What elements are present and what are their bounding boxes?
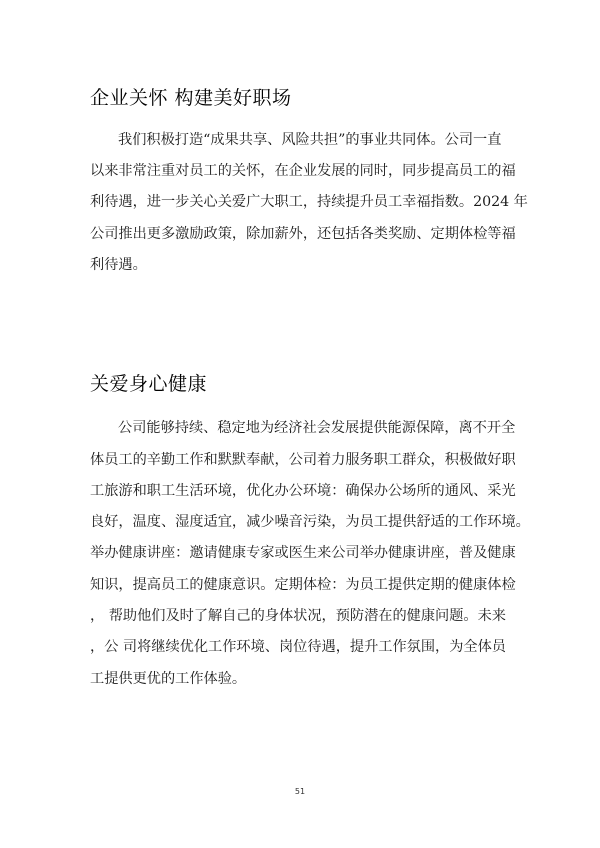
paragraph-line: 举办健康讲座：邀请健康专家或医生来公司举办健康讲座，普及健康 (90, 545, 516, 561)
section-heading-health: 关爱身心健康 (90, 373, 208, 395)
paragraph-line: 体员工的辛勤工作和默默奉献，公司着力服务职工群众，积极做好职 (90, 452, 516, 468)
section-heading-care: 企业关怀 构建美好职场 (90, 87, 292, 109)
paragraph-line: 公司推出更多激励政策，除加薪外，还包括各类奖励、定期体检等福 (90, 226, 516, 242)
paragraph-line: 利待遇，进一步关心关爱广大职工，持续提升员工幸福指数。2024 年 (90, 194, 528, 210)
paragraph-line: 以来非常注重对员工的关怀，在企业发展的同时，同步提高员工的福 (90, 163, 516, 179)
paragraph-line: 知识，提高员工的健康意识。定期体检：为员工提供定期的健康体检 (90, 577, 516, 593)
paragraph-line: ，公 司将继续优化工作环境、岗位待遇，提升工作氛围，为全体员 (90, 639, 506, 655)
paragraph-line: 良好，温度、湿度适宜，减少噪音污染，为员工提供舒适的工作环境。 (90, 514, 530, 530)
paragraph-line: 工旅游和职工生活环境，优化办公环境：确保办公场所的通风、采光 (90, 483, 516, 499)
paragraph-line: 利待遇。 (90, 257, 147, 273)
paragraph-line: 我们积极打造“成果共享、风险共担”的事业共同体。公司一直 (118, 132, 502, 148)
page-number: 51 (294, 787, 306, 796)
paragraph-line: 工提供更优的工作体验。 (90, 671, 247, 687)
paragraph-line: 公司能够持续、稳定地为经济社会发展提供能源保障，离不开全 (118, 420, 516, 436)
paragraph-line: ， 帮助他们及时了解自己的身体状况，预防潜在的健康问题。未来 (90, 608, 506, 624)
